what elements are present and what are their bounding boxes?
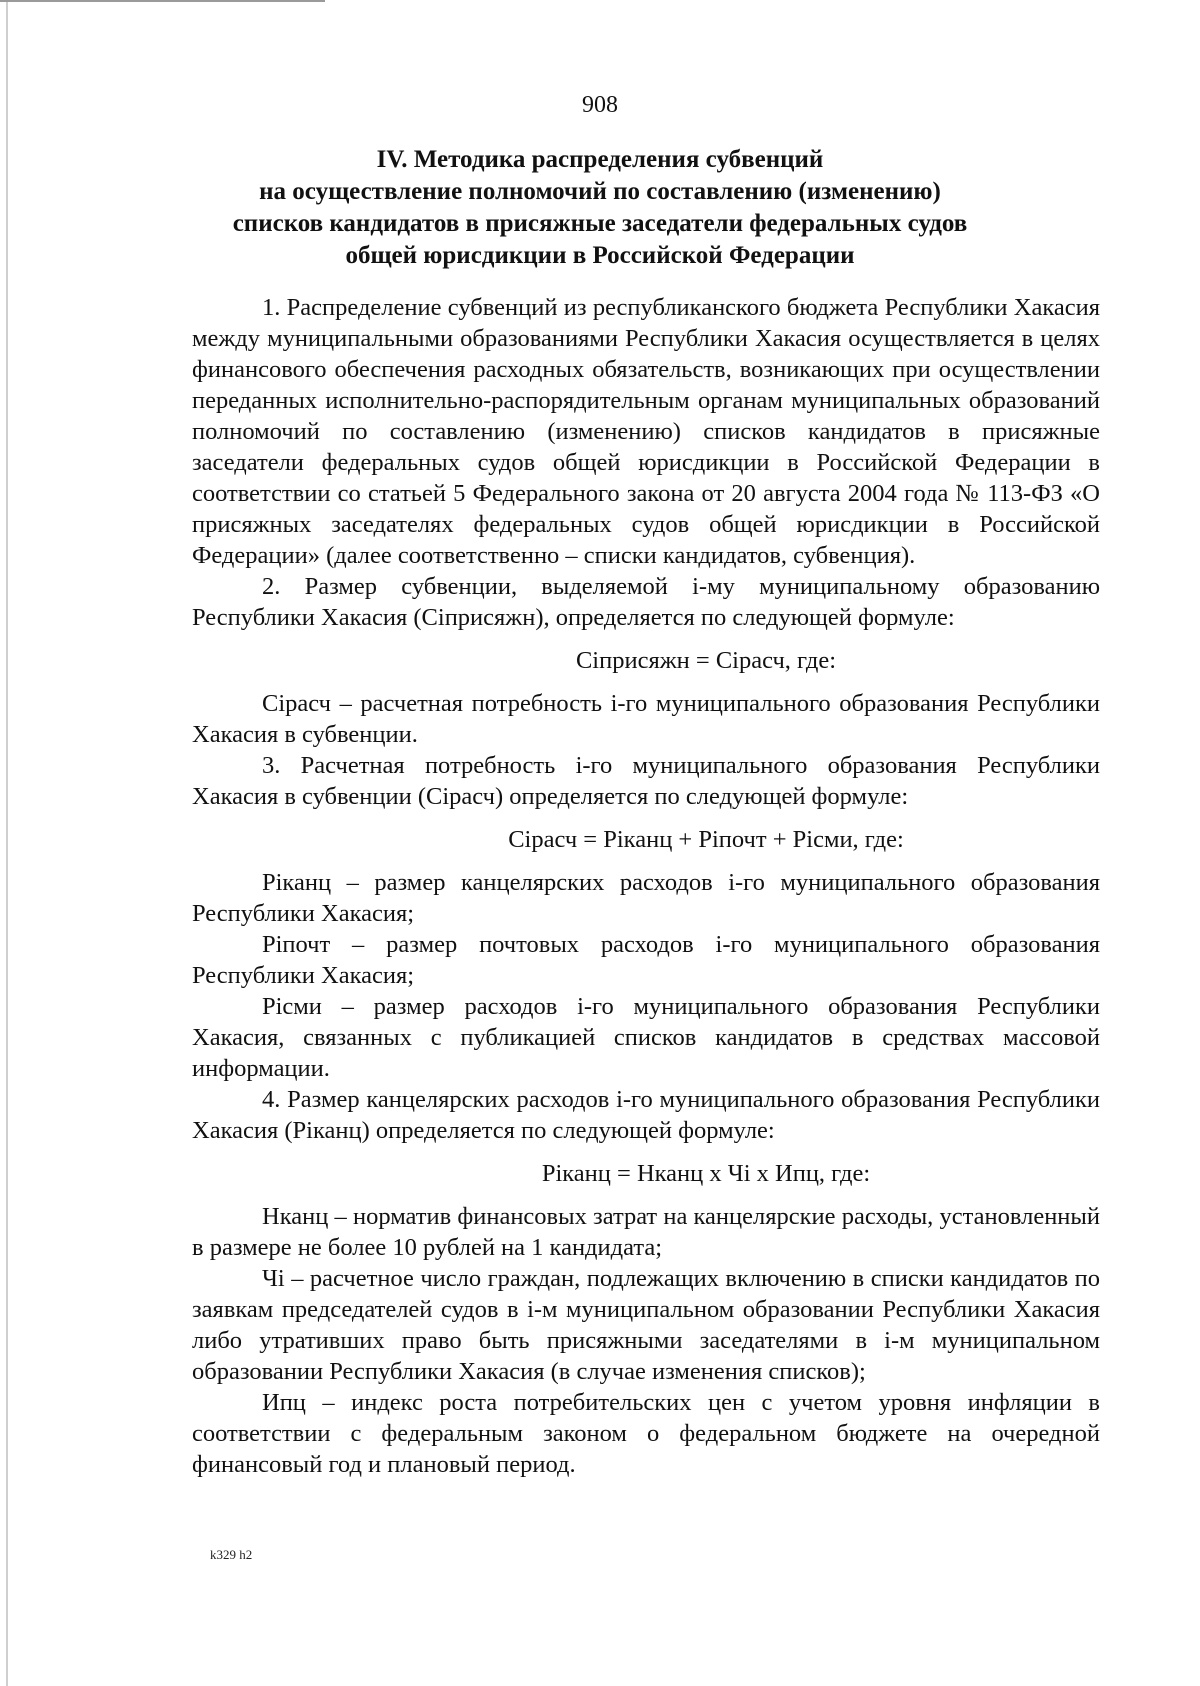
footer-code: k329 h2: [210, 1547, 253, 1562]
title-line: IV. Методика распределения субвенций: [376, 146, 824, 173]
title-line: на осуществление полномочий по составлению (изменению): [259, 178, 941, 205]
definition-ciraschet: Сiрасч – расчетная потребность i-го муниципального образования Республики Хакасия в субвенции.: [192, 690, 1100, 748]
paragraph-4: 4. Размер канцелярских расходов i-го муниципального образования Республики Хакасия (Рiканц) определяется по следующей формуле:: [192, 1086, 1100, 1144]
definition-chi: Чi – расчетное число граждан, подлежащих включению в списки кандидатов по заявкам председателей судов в i-м муниципальном образовании Республики Хакасия либо утративших право быть присяжными заседателями в i-м муниципальном образовании Республики Хакасия (в случае изменения списков);: [192, 1265, 1100, 1385]
definition-rikanc: Рiканц – размер канцелярских расходов i-го муниципального образования Республики Хакасия;: [192, 869, 1100, 927]
definition-nkanc: Нканц – норматив финансовых затрат на канцелярские расходы, установленный в размере не более 10 рублей на 1 кандидата;: [192, 1203, 1100, 1261]
title-line: общей юрисдикции в Российской Федерации: [345, 242, 855, 269]
title-line: списков кандидатов в присяжные заседатели федеральных судов: [232, 210, 968, 237]
formula-subvention: Сiприсяжн = Сiрасч, где:: [575, 647, 837, 674]
formula-office-expenses: Рiканц = Нканц х Чi х Ипц, где:: [541, 1160, 871, 1187]
paragraph-1: 1. Распределение субвенций из республиканского бюджета Республики Хакасия между муниципальными образованиями Республики Хакасия осуществляется в целях финансового обеспечения расходных обязательств, возникающих при осуществлении переданных исполнительно-распорядительным органам муниципальных образований полномочий по составлению (изменению) списков кандидатов в присяжные заседатели федеральных судов общей юрисдикции в Российской Федерации в соответствии со статьей 5 Федерального закона от 20 августа 2004 года № 113-ФЗ «О присяжных заседателях федеральных судов общей юрисдикции в Российской Федерации» (далее соответственно – списки кандидатов, субвенция).: [192, 294, 1100, 569]
formula-calculated-need: Сiрасч = Рiканц + Рiпочт + Рiсми, где:: [508, 826, 904, 853]
page-number: 908: [582, 92, 618, 118]
definition-ipc: Ипц – индекс роста потребительских цен с учетом уровня инфляции в соответствии с федеральным законом о федеральном бюджете на очередной финансовый год и плановый период.: [192, 1389, 1100, 1478]
paragraph-2: 2. Размер субвенции, выделяемой i-му муниципальному образованию Республики Хакасия (Сiприсяжн), определяется по следующей формуле:: [192, 573, 1100, 631]
document-title: [150, 144, 1050, 272]
definition-rismi: Рiсми – размер расходов i-го муниципального образования Республики Хакасия, связанных с публикацией списков кандидатов в средствах массовой информации.: [192, 993, 1100, 1082]
document-body: [192, 292, 1100, 1480]
definition-ripocht: Рiпочт – размер почтовых расходов i-го муниципального образования Республики Хакасия;: [192, 931, 1100, 989]
paragraph-3: 3. Расчетная потребность i-го муниципального образования Республики Хакасия в субвенции (Сiрасч) определяется по следующей формуле:: [192, 752, 1100, 810]
scan-edge-top: [0, 0, 325, 2]
scan-edge-left: [6, 0, 8, 1686]
